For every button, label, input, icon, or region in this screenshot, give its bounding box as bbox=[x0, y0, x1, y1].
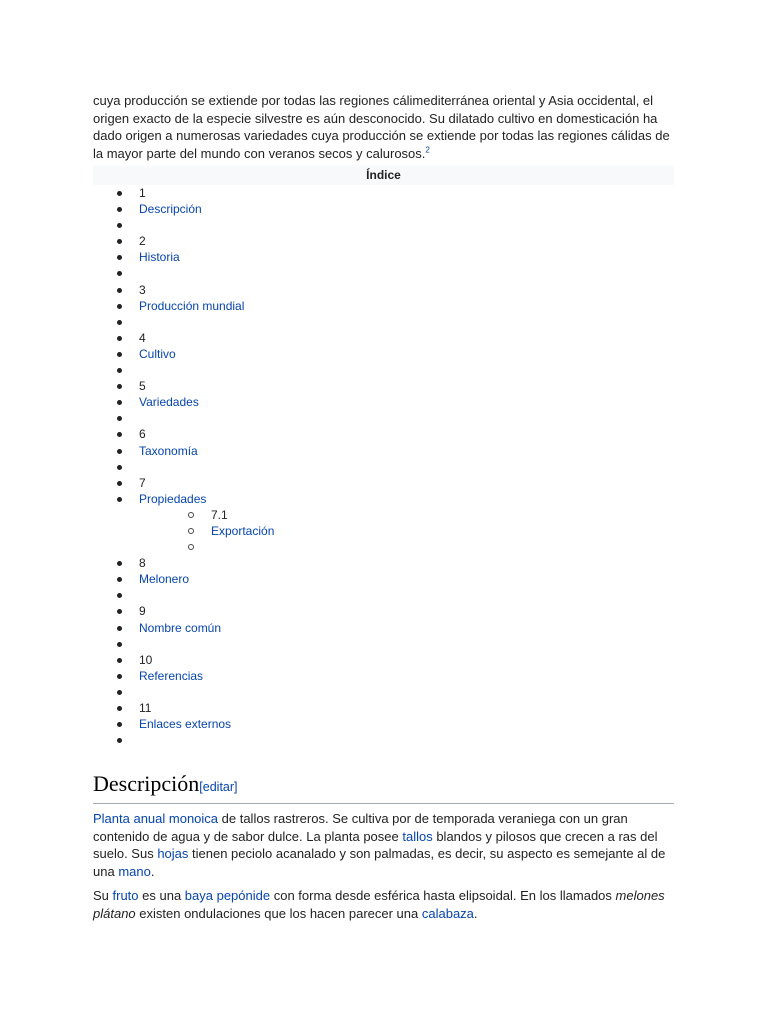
toc-number: 2 bbox=[93, 233, 674, 249]
text-segment: tienen peciolo acanalado y son palmadas, es decir, su aspecto es semejante al de una bbox=[93, 846, 666, 879]
toc-number: 5 bbox=[93, 378, 674, 394]
toc-empty-bullet bbox=[93, 684, 674, 700]
toc-empty-bullet bbox=[93, 410, 674, 426]
toc-number: 4 bbox=[93, 330, 674, 346]
link-planta-anual-monoica[interactable]: Planta anual monoica bbox=[93, 811, 219, 827]
toc-empty-bullet bbox=[93, 539, 674, 555]
toc-link-referencias[interactable]: Referencias bbox=[93, 668, 674, 684]
toc-number: 11 bbox=[93, 700, 674, 716]
description-paragraph-1 bbox=[93, 810, 674, 880]
toc-empty-bullet bbox=[93, 459, 674, 475]
text-segment: . bbox=[150, 863, 155, 879]
text-segment: de tallos rastreros. Se cultiva por de temporada veraniega con un gran contenido de agua y de sabor dulce. La planta posee bbox=[93, 811, 628, 844]
article-content bbox=[93, 92, 674, 922]
link-hojas[interactable]: hojas bbox=[157, 846, 189, 862]
toc-number: 10 bbox=[93, 652, 674, 668]
text-segment: blandos y pilosos que crecen a ras del suelo. Sus bbox=[93, 828, 658, 862]
intro-paragraph bbox=[93, 92, 674, 162]
toc-empty-bullet bbox=[93, 732, 674, 748]
toc-link-variedades[interactable]: Variedades bbox=[93, 394, 674, 410]
link-fruto[interactable]: fruto bbox=[112, 888, 139, 904]
toc-empty-bullet bbox=[93, 587, 674, 603]
toc-number: 1 bbox=[93, 185, 674, 201]
text-segment: es una bbox=[138, 888, 185, 904]
toc-link-produccion-mundial[interactable]: Producción mundial bbox=[93, 298, 674, 314]
toc-title: Índice bbox=[93, 166, 674, 185]
toc-number: 3 bbox=[93, 282, 674, 298]
toc-number: 9 bbox=[93, 603, 674, 619]
toc-empty-bullet bbox=[93, 362, 674, 378]
toc-number: 6 bbox=[93, 426, 674, 442]
toc-number: 7.1 bbox=[93, 507, 674, 523]
link-mano[interactable]: mano bbox=[118, 863, 151, 879]
text-segment: existen ondulaciones que los hacen parecer una bbox=[135, 905, 422, 921]
toc-link-nombre-comun[interactable]: Nombre común bbox=[93, 620, 674, 636]
toc-link-taxonomia[interactable]: Taxonomía bbox=[93, 443, 674, 459]
toc-link-cultivo[interactable]: Cultivo bbox=[93, 346, 674, 362]
intro-text: cuya producción se extiende por todas las regiones cálimediterránea oriental y Asia occidental, el origen exacto de la especie silvestre es aún desconocido. Su dilatado cultivo en domesticación ha dado origen a numerosas variedades cuya producción se extiende por todas las regiones cálidas de la mayor parte del mundo con veranos secos y calurosos. bbox=[93, 93, 670, 161]
toc-empty-bullet bbox=[93, 217, 674, 233]
link-tallos[interactable]: tallos bbox=[402, 828, 433, 844]
toc-link-enlaces-externos[interactable]: Enlaces externos bbox=[93, 716, 674, 732]
link-calabaza[interactable]: calabaza bbox=[421, 905, 474, 921]
text-segment: con forma desde esférica hasta elipsoidal. En los llamados bbox=[270, 888, 616, 904]
toc-link-descripcion[interactable]: Descripción bbox=[93, 201, 674, 217]
text-segment: Su bbox=[93, 888, 113, 904]
toc-link-historia[interactable]: Historia bbox=[93, 249, 674, 265]
reference-link[interactable]: 2 bbox=[425, 145, 430, 155]
toc-link-propiedades[interactable]: Propiedades bbox=[93, 491, 674, 507]
section-heading bbox=[93, 770, 674, 804]
toc-empty-bullet bbox=[93, 636, 674, 652]
toc-number: 8 bbox=[93, 555, 674, 571]
toc-link-exportacion[interactable]: Exportación bbox=[93, 523, 674, 539]
description-paragraph-2 bbox=[93, 887, 674, 922]
toc-empty-bullet bbox=[93, 265, 674, 281]
text-segment: . bbox=[473, 905, 478, 921]
section-title: Descripción bbox=[93, 771, 200, 797]
link-baya-peponide[interactable]: baya pepónide bbox=[184, 888, 271, 904]
toc-link-melonero[interactable]: Melonero bbox=[93, 571, 674, 587]
toc-empty-bullet bbox=[93, 314, 674, 330]
edit-section-link[interactable]: [editar] bbox=[199, 780, 238, 795]
italic-term: melones plátano bbox=[93, 888, 665, 921]
toc-number: 7 bbox=[93, 475, 674, 491]
table-of-contents bbox=[93, 185, 674, 748]
